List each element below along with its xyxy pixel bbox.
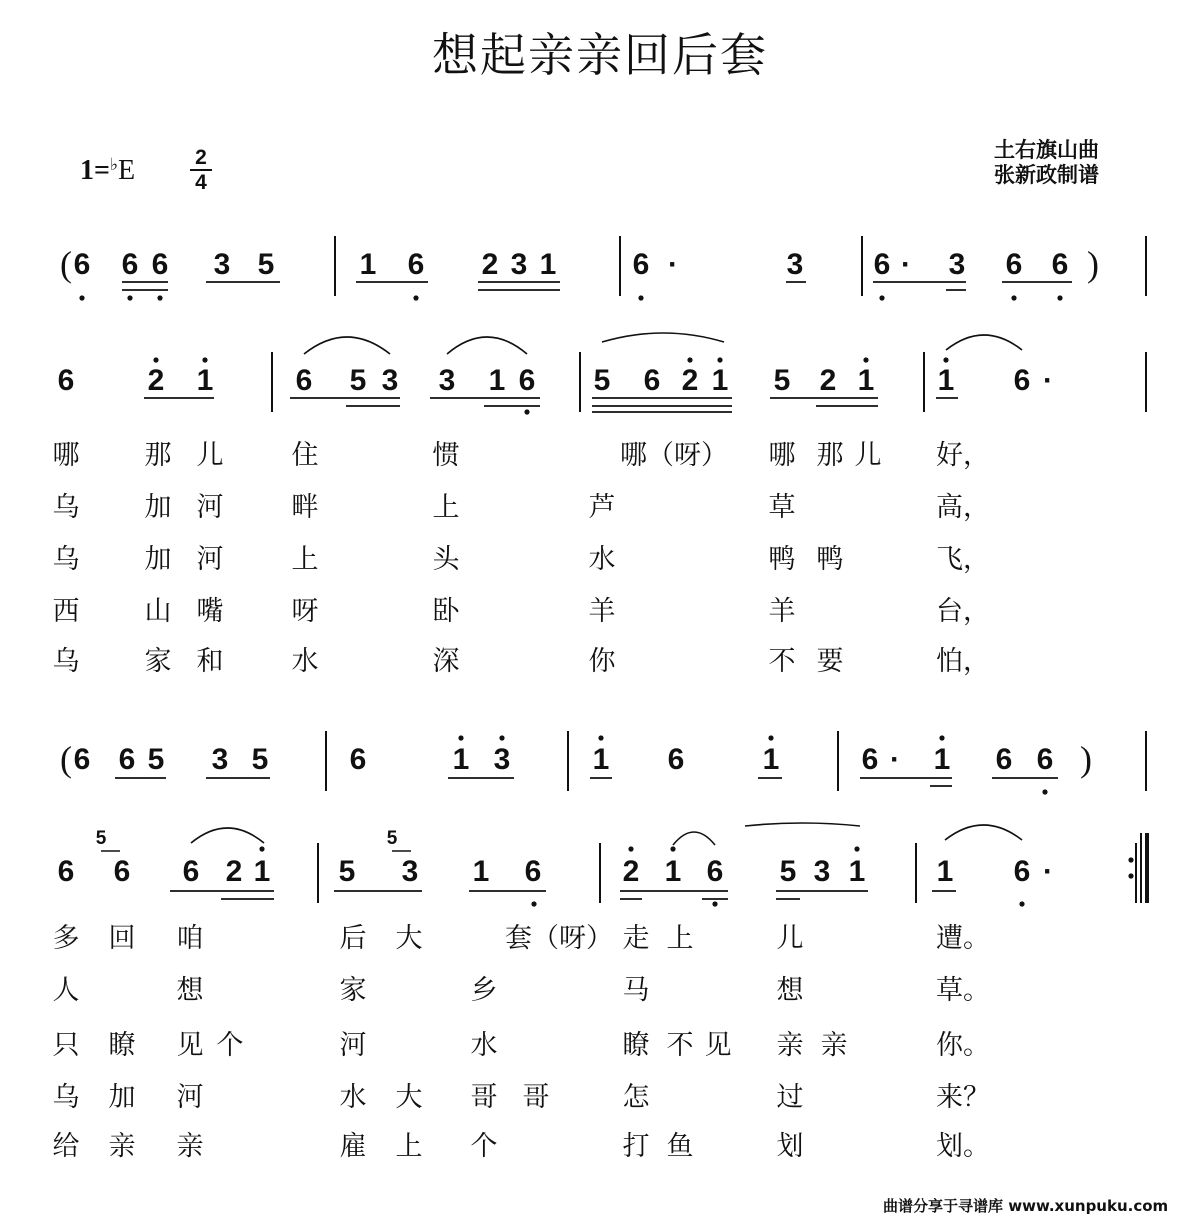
verse1-lyric: 哪 bbox=[768, 440, 796, 471]
note: 2 bbox=[225, 855, 243, 888]
note: 3 bbox=[381, 364, 399, 397]
low-octave-dot bbox=[127, 295, 132, 300]
verse2-lyric: 儿 bbox=[776, 923, 804, 954]
note: 6 bbox=[295, 364, 313, 397]
verse1-lyric: 乌 bbox=[52, 492, 80, 523]
high-octave-dot bbox=[153, 357, 158, 362]
verse1-lyric: 河 bbox=[196, 492, 224, 523]
low-octave-dot bbox=[1011, 295, 1016, 300]
augmentation-dot: · bbox=[668, 248, 678, 281]
verse1-lyric: 那 bbox=[816, 440, 844, 471]
low-octave-dot bbox=[157, 295, 162, 300]
high-octave-dot bbox=[717, 357, 722, 362]
credit-arranger: 张新政制谱 bbox=[994, 163, 1099, 187]
verse1-lyric: 水 bbox=[588, 544, 616, 575]
augmentation-dot: · bbox=[1043, 364, 1053, 397]
verse2-lyric: 大 bbox=[395, 923, 423, 954]
note: 6 bbox=[73, 743, 91, 776]
repeat-dot bbox=[1128, 857, 1133, 862]
high-octave-dot bbox=[598, 735, 603, 740]
note: 3 bbox=[786, 248, 804, 281]
verse2-lyric: 水 bbox=[470, 1030, 498, 1061]
verse1-lyric: 水 bbox=[291, 646, 319, 677]
verse1-lyric: 西 bbox=[52, 596, 80, 627]
high-octave-dot bbox=[628, 846, 633, 851]
verse2-lyric: 上 bbox=[395, 1131, 423, 1162]
verse1-lyric: 乌 bbox=[52, 646, 80, 677]
repeat-paren: ) bbox=[1080, 739, 1092, 779]
verse2-lyric: 打 bbox=[622, 1131, 650, 1162]
low-octave-dot bbox=[1057, 295, 1062, 300]
verse1-lyric: 和 bbox=[196, 646, 224, 677]
note: 6 bbox=[1051, 248, 1069, 281]
repeat-paren: ) bbox=[1087, 244, 1099, 284]
key-letter: E bbox=[118, 155, 136, 186]
verse2-lyric: 草。 bbox=[936, 975, 990, 1006]
note: 3 bbox=[213, 248, 231, 281]
note: 3 bbox=[948, 248, 966, 281]
note: 2 bbox=[481, 248, 499, 281]
verse2-lyric: 河 bbox=[176, 1082, 204, 1113]
note: 1 bbox=[488, 364, 506, 397]
verse1-lyric: 上 bbox=[291, 544, 319, 575]
verse2-lyric: 人 bbox=[52, 975, 80, 1006]
verse2-lyric: 家 bbox=[339, 975, 367, 1006]
slur bbox=[191, 828, 264, 843]
low-octave-dot bbox=[879, 295, 884, 300]
verse2-lyric: 马 bbox=[622, 975, 650, 1006]
high-octave-dot bbox=[670, 846, 675, 851]
meter-denominator: 4 bbox=[195, 171, 207, 194]
note: 6 bbox=[643, 364, 661, 397]
verse2-lyric: 哥 bbox=[522, 1082, 550, 1113]
note: 6 bbox=[995, 743, 1013, 776]
verse1-lyric: 加 bbox=[144, 544, 172, 575]
slur bbox=[745, 823, 860, 826]
verse1-lyric: 深 bbox=[432, 646, 460, 677]
note: 5 bbox=[147, 743, 165, 776]
verse2-lyric: 个 bbox=[470, 1131, 498, 1162]
high-octave-dot bbox=[863, 357, 868, 362]
verse1-lyric: 草 bbox=[768, 492, 796, 523]
verse1-lyric: 那 bbox=[144, 440, 172, 471]
note: 6 bbox=[518, 364, 536, 397]
high-octave-dot bbox=[499, 735, 504, 740]
verse1-lyric: 山 bbox=[144, 596, 172, 627]
verse2-lyric: 亲 bbox=[820, 1030, 848, 1061]
repeat-dot bbox=[1128, 873, 1133, 878]
verse2-lyric: 水 bbox=[339, 1082, 367, 1113]
verse1-lyric: 家 bbox=[144, 646, 172, 677]
note: 5 bbox=[251, 743, 269, 776]
grace-note: 5 bbox=[386, 828, 398, 849]
high-octave-dot bbox=[259, 846, 264, 851]
note: 1 bbox=[472, 855, 490, 888]
verse1-lyric: 好， bbox=[936, 440, 990, 471]
note: 5 bbox=[593, 364, 611, 397]
note: 1 bbox=[711, 364, 729, 397]
note: 5 bbox=[338, 855, 356, 888]
verse2-lyric: 雇 bbox=[339, 1131, 367, 1162]
low-octave-dot bbox=[413, 295, 418, 300]
note: 6 bbox=[121, 248, 139, 281]
verse2-lyric: 瞭 bbox=[108, 1030, 136, 1061]
slur bbox=[673, 832, 715, 845]
low-octave-dot bbox=[524, 409, 529, 414]
note: 1 bbox=[539, 248, 557, 281]
repeat-paren: ( bbox=[60, 244, 72, 284]
note: 6 bbox=[57, 855, 75, 888]
low-octave-dot bbox=[712, 901, 717, 906]
note: 2 bbox=[819, 364, 837, 397]
note: 1 bbox=[196, 364, 214, 397]
note: 2 bbox=[681, 364, 699, 397]
note: 3 bbox=[438, 364, 456, 397]
note: 2 bbox=[622, 855, 640, 888]
verse2-lyric: 见 bbox=[704, 1030, 732, 1061]
verse2-lyric: 多 bbox=[52, 923, 80, 954]
verse1-lyric: 乌 bbox=[52, 544, 80, 575]
verse1-lyric: 呀 bbox=[291, 596, 319, 627]
verse1-lyric: 哪 bbox=[52, 440, 80, 471]
verse1-lyric: 河 bbox=[196, 544, 224, 575]
verse1-lyric: 飞， bbox=[936, 544, 990, 575]
verse2-lyric: 回 bbox=[108, 923, 136, 954]
high-octave-dot bbox=[458, 735, 463, 740]
note: 6 bbox=[1036, 743, 1054, 776]
footer-watermark: 曲谱分享于寻谱库 www.xunpuku.com bbox=[883, 1197, 1169, 1215]
note: 3 bbox=[211, 743, 229, 776]
note: 6 bbox=[706, 855, 724, 888]
low-octave-dot bbox=[1042, 789, 1047, 794]
verse2-lyric: 后 bbox=[339, 923, 367, 954]
verse2-lyric: 亲 bbox=[176, 1131, 204, 1162]
note: 6 bbox=[151, 248, 169, 281]
meter-numerator: 2 bbox=[195, 146, 207, 169]
verse1-lyric: 芦 bbox=[588, 492, 616, 523]
note: 6 bbox=[861, 743, 879, 776]
note: 3 bbox=[510, 248, 528, 281]
verse1-lyric: 畔 bbox=[291, 492, 319, 523]
note: 6 bbox=[1005, 248, 1023, 281]
verse2-lyric: 乡 bbox=[470, 975, 498, 1006]
note: 6 bbox=[1013, 855, 1031, 888]
verse1-lyric: 鸭 bbox=[768, 544, 796, 575]
note: 6 bbox=[1013, 364, 1031, 397]
low-octave-dot bbox=[531, 901, 536, 906]
high-octave-dot bbox=[854, 846, 859, 851]
verse1-lyric: 上 bbox=[432, 492, 460, 523]
verse1-lyric: 怕， bbox=[936, 646, 990, 677]
low-octave-dot bbox=[79, 295, 84, 300]
note: 1 bbox=[936, 855, 954, 888]
verse1-lyric: 嘴 bbox=[196, 596, 224, 627]
note: 6 bbox=[873, 248, 891, 281]
high-octave-dot bbox=[943, 357, 948, 362]
note: 1 bbox=[664, 855, 682, 888]
augmentation-dot: · bbox=[901, 248, 911, 281]
high-octave-dot bbox=[687, 357, 692, 362]
verse1-lyric: 要 bbox=[816, 646, 844, 677]
verse2-lyric: 过 bbox=[776, 1082, 804, 1113]
verse2-lyric: 你。 bbox=[936, 1030, 990, 1061]
slur bbox=[945, 825, 1022, 840]
verse2-lyric: 亲 bbox=[108, 1131, 136, 1162]
verse1-lyric: 你 bbox=[588, 646, 616, 677]
note: 6 bbox=[73, 248, 91, 281]
key-prefix: 1= bbox=[80, 155, 110, 186]
verse2-lyric: 哥 bbox=[470, 1082, 498, 1113]
augmentation-dot: · bbox=[1043, 855, 1053, 888]
verse1-lyric: 哪（呀） bbox=[620, 440, 728, 471]
verse2-lyric: 瞭 bbox=[622, 1030, 650, 1061]
note: 6 bbox=[118, 743, 136, 776]
verse2-lyric: 只 bbox=[52, 1030, 80, 1061]
verse2-lyric: 划。 bbox=[936, 1131, 990, 1162]
verse2-lyric: 大 bbox=[395, 1082, 423, 1113]
note: 6 bbox=[667, 743, 685, 776]
verse2-lyric: 想 bbox=[776, 975, 804, 1006]
verse1-lyric: 加 bbox=[144, 492, 172, 523]
credit-origin: 土右旗山曲 bbox=[994, 138, 1099, 162]
note: 6 bbox=[57, 364, 75, 397]
note: 5 bbox=[349, 364, 367, 397]
verse1-lyric: 卧 bbox=[432, 596, 460, 627]
verse2-lyric: 遭。 bbox=[936, 923, 990, 954]
verse2-lyric: 走 bbox=[622, 923, 650, 954]
note: 1 bbox=[359, 248, 377, 281]
verse1-lyric: 羊 bbox=[768, 596, 796, 627]
note: 3 bbox=[401, 855, 419, 888]
flat-sign: ♭ bbox=[109, 155, 118, 174]
note: 5 bbox=[773, 364, 791, 397]
verse2-lyric: 上 bbox=[666, 923, 694, 954]
verse1-lyric: 头 bbox=[432, 544, 460, 575]
verse2-lyric: 划 bbox=[776, 1131, 804, 1162]
slur bbox=[946, 335, 1022, 350]
slur bbox=[602, 333, 724, 342]
verse1-lyric: 儿 bbox=[196, 440, 224, 471]
note: 1 bbox=[937, 364, 955, 397]
slur bbox=[447, 337, 527, 354]
verse1-lyric: 鸭 bbox=[816, 544, 844, 575]
low-octave-dot bbox=[1019, 901, 1024, 906]
verse2-lyric: 给 bbox=[52, 1131, 80, 1162]
note: 6 bbox=[182, 855, 200, 888]
note: 1 bbox=[857, 364, 875, 397]
note: 6 bbox=[524, 855, 542, 888]
verse1-lyric: 儿 bbox=[854, 440, 882, 471]
note: 5 bbox=[779, 855, 797, 888]
note: 1 bbox=[452, 743, 470, 776]
verse2-lyric: 河 bbox=[339, 1030, 367, 1061]
verse2-lyric: 不 bbox=[666, 1030, 694, 1061]
verse2-lyric: 亲 bbox=[776, 1030, 804, 1061]
high-octave-dot bbox=[202, 357, 207, 362]
note: 6 bbox=[632, 248, 650, 281]
verse2-lyric: 鱼 bbox=[666, 1131, 694, 1162]
high-octave-dot bbox=[768, 735, 773, 740]
note: 1 bbox=[848, 855, 866, 888]
note: 1 bbox=[592, 743, 610, 776]
high-octave-dot bbox=[939, 735, 944, 740]
repeat-paren: ( bbox=[60, 739, 72, 779]
note: 6 bbox=[349, 743, 367, 776]
verse2-lyric: 来？ bbox=[936, 1082, 990, 1113]
low-octave-dot bbox=[638, 295, 643, 300]
note: 2 bbox=[147, 364, 165, 397]
verse2-lyric: 乌 bbox=[52, 1082, 80, 1113]
verse1-lyric: 惯 bbox=[432, 440, 460, 471]
note: 3 bbox=[813, 855, 831, 888]
verse2-lyric: 加 bbox=[108, 1082, 136, 1113]
note: 1 bbox=[933, 743, 951, 776]
note: 6 bbox=[113, 855, 131, 888]
note: 5 bbox=[257, 248, 275, 281]
verse2-lyric: 咱 bbox=[176, 923, 204, 954]
verse1-lyric: 台， bbox=[936, 596, 990, 627]
verse1-lyric: 羊 bbox=[588, 596, 616, 627]
note: 1 bbox=[253, 855, 271, 888]
verse2-lyric: 套（呀） bbox=[505, 923, 613, 954]
verse2-lyric: 见 bbox=[176, 1030, 204, 1061]
verse1-lyric: 住 bbox=[291, 440, 319, 471]
song-title: 想起亲亲回后套 bbox=[432, 28, 768, 82]
note: 6 bbox=[407, 248, 425, 281]
grace-note: 5 bbox=[95, 828, 107, 849]
verse1-lyric: 不 bbox=[768, 646, 796, 677]
verse2-lyric: 想 bbox=[176, 975, 204, 1006]
verse2-lyric: 个 bbox=[216, 1030, 244, 1061]
note: 3 bbox=[493, 743, 511, 776]
note: 1 bbox=[762, 743, 780, 776]
slur bbox=[304, 337, 390, 354]
verse1-lyric: 高， bbox=[936, 492, 990, 523]
verse2-lyric: 怎 bbox=[622, 1082, 650, 1113]
augmentation-dot: · bbox=[890, 743, 900, 776]
